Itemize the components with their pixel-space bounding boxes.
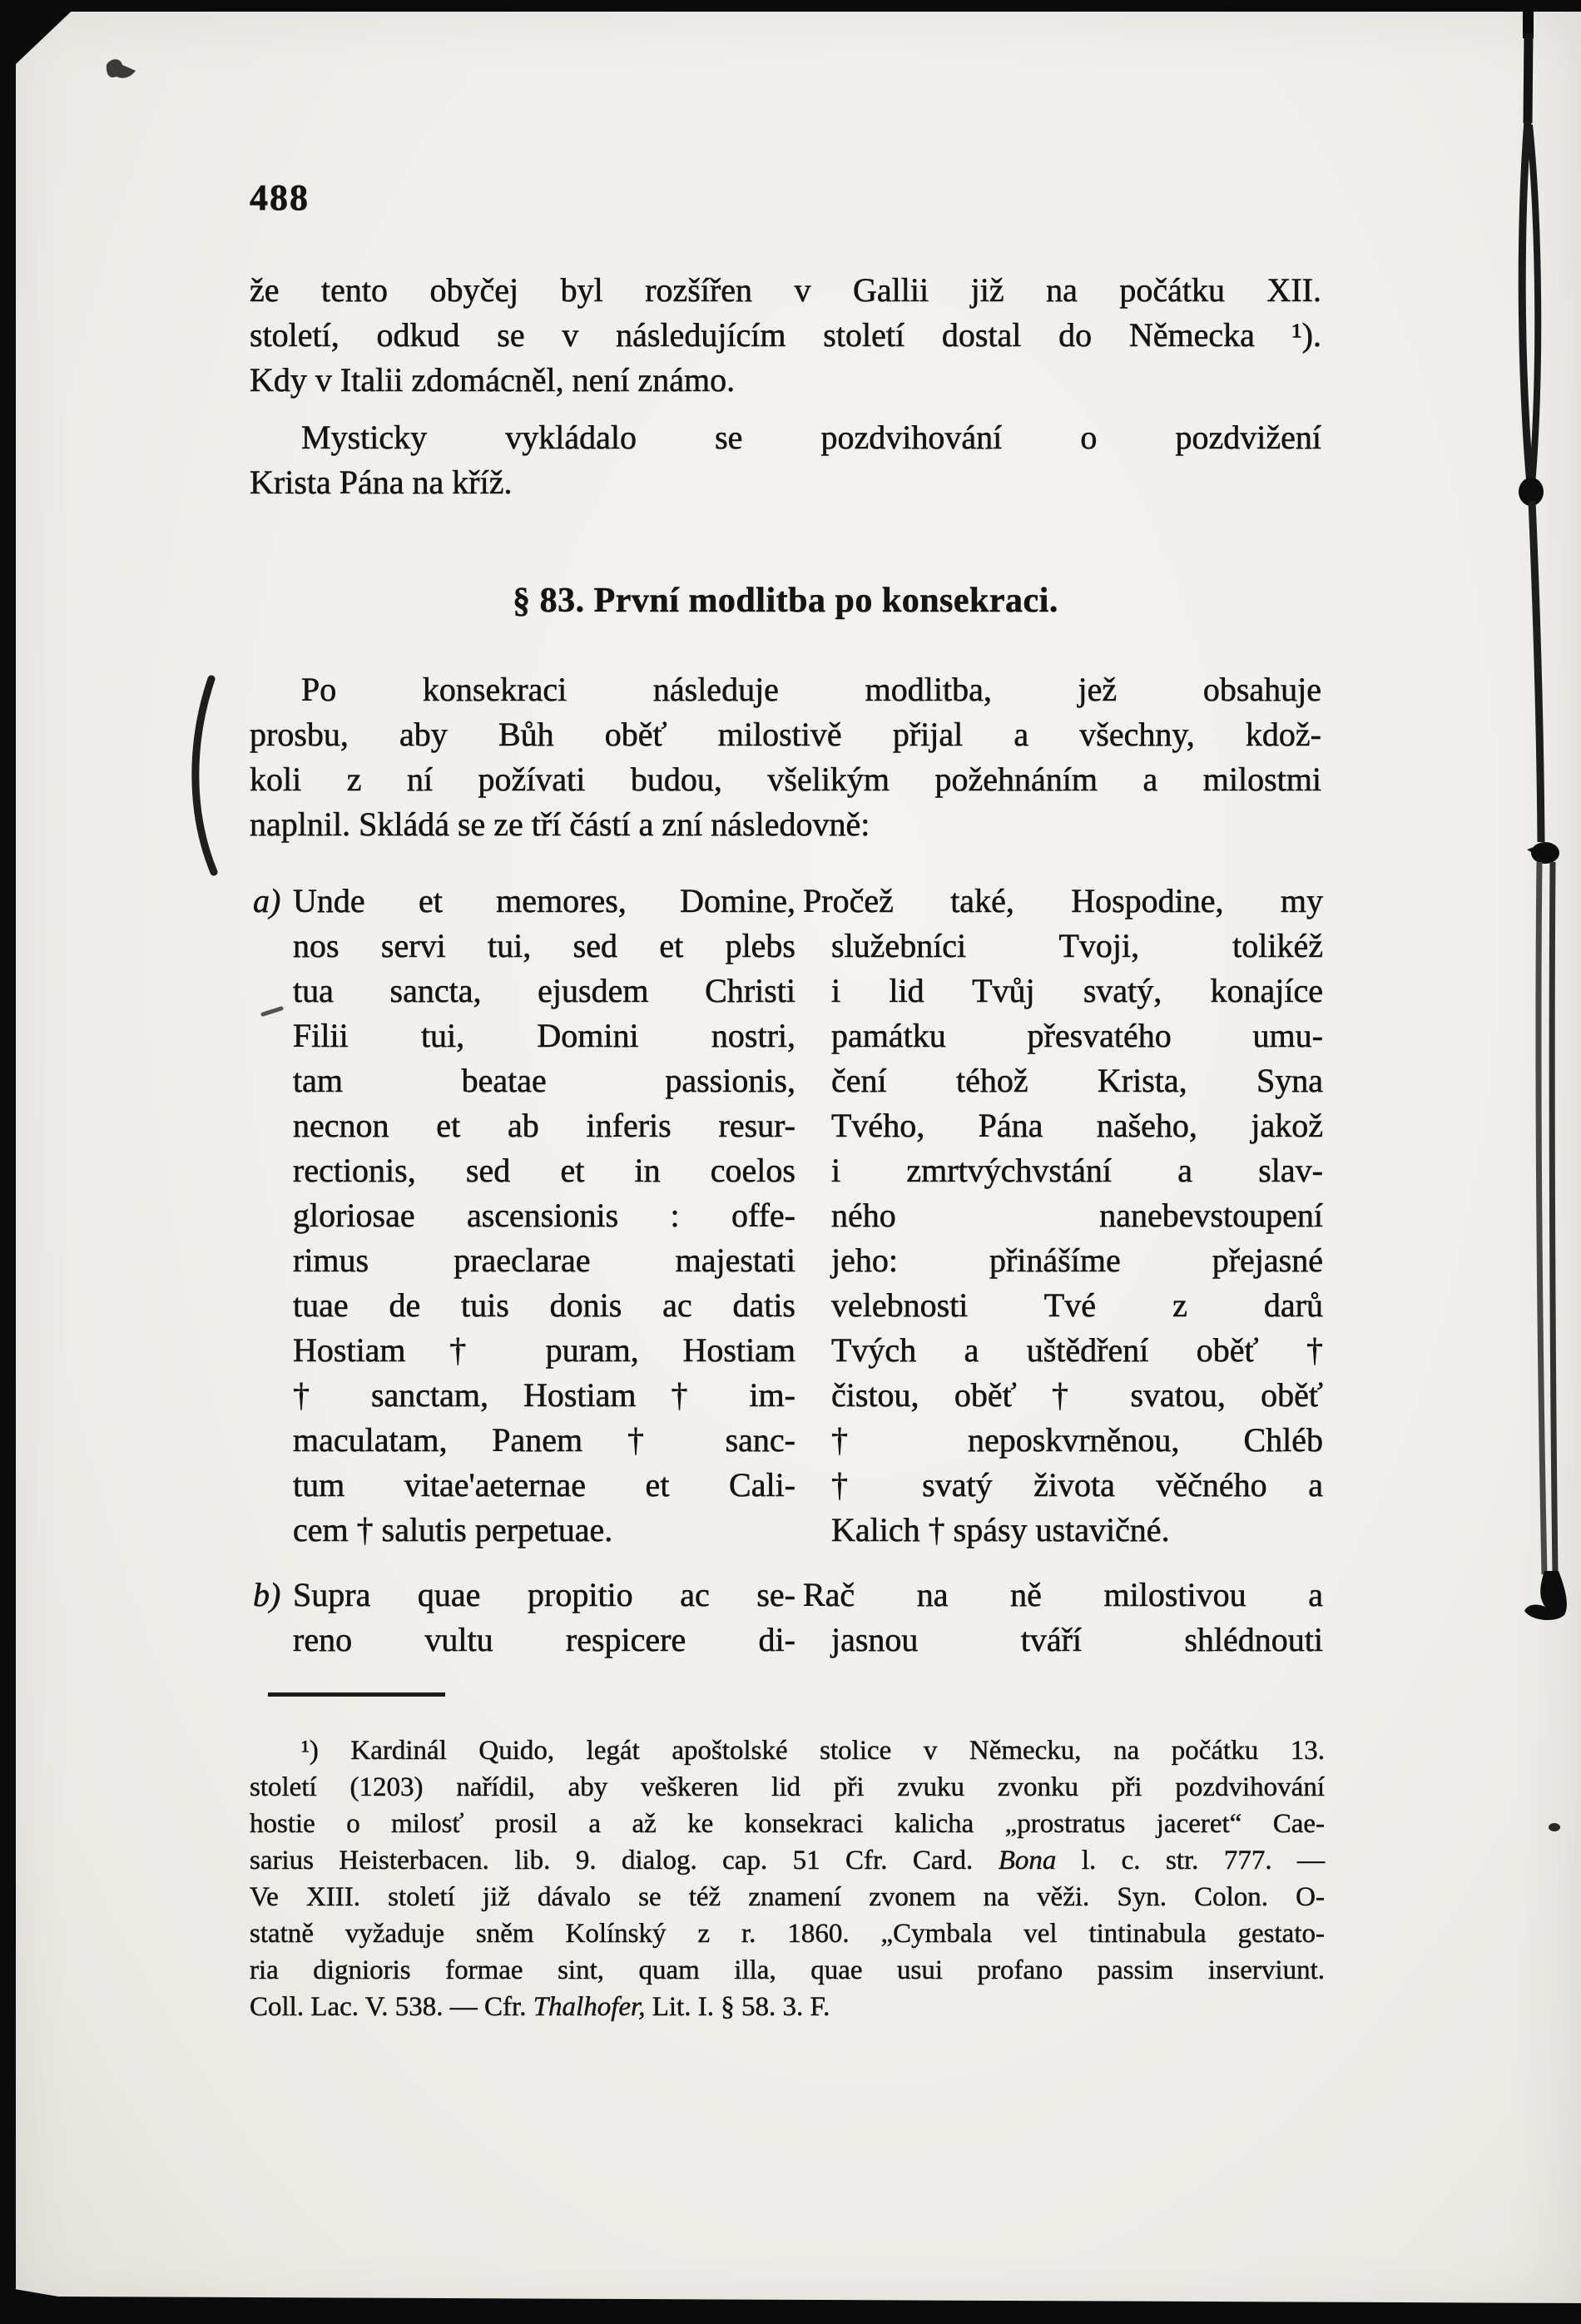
scan-border-top [0,0,1581,12]
prayer-latin-line: cem † salutis perpetuae. [293,1511,613,1549]
body-line: naplnil. Skládá se ze tří částí a zní následovně: [250,805,870,843]
footnote-line: Ve XIII. století již dávalo se též znamení zvonem na věži. Syn. Colon. O- [250,1882,1325,1912]
body-line: Po konsekraci následuje modlitba, jež obsahuje [301,671,1321,708]
prayer-b-latin-column [250,1573,795,1662]
paragraph-lead [250,667,1321,847]
prayer-b-label: b) [253,1576,281,1613]
scan-border-left [0,0,16,2324]
prayer-section-a [250,879,1323,1553]
prayer-czech-line: čistou, oběť † svatou, oběť [831,1376,1323,1414]
prayer-latin-line: tuae de tuis donis ac datis [293,1286,795,1324]
prayer-latin-line: necnon et ab inferis resur- [293,1107,795,1144]
prayer-latin-line: tua sancta, ejusdem Christi [293,972,795,1009]
footnote-line: sarius Heisterbacen. lib. 9. dialog. cap. 51 Cfr. Card. Bona l. c. str. 777. — [250,1846,1325,1876]
prayer-czech-line: † neposkvrněnou, Chléb [831,1421,1323,1459]
prayer-czech-line: služebníci Tvoji, tolikéž [831,927,1323,964]
prayer-czech-line: i lid Tvůj svatý, konajíce [831,972,1323,1009]
footnote-line: Coll. Lac. V. 538. — Cfr. Thalhofer, Lit. I. § 58. 3. F. [250,1992,830,2022]
prayer-latin-line: tum vitae'aeternae et Cali- [293,1466,795,1504]
paragraph-intro-2 [250,415,1321,505]
prayer-latin-line: † sanctam, Hostiam † im- [293,1376,795,1414]
scan-border-bottom [0,2287,1581,2324]
prayer-czech-line: Tvého, Pána našeho, jakož [831,1107,1323,1144]
scan-corner-top-left [0,0,83,79]
prayer-latin-line: Unde et memores, Domine, [293,882,795,919]
prayer-czech-line: jasnou tváří shlédnouti [831,1621,1323,1658]
body-line: Kdy v Italii zdomácněl, není známo. [250,361,736,399]
prayer-latin-line: nos servi tui, sed et plebs [293,927,795,964]
footnote-rule [268,1692,445,1697]
prayer-czech-line: † svatý života věčného a [831,1466,1323,1504]
prayer-czech-line: Tvých a uštědření oběť † [831,1331,1323,1369]
prayer-czech-line: Pročež také, Hospodine, my [803,882,1323,919]
prayer-b-czech-column [803,1573,1323,1662]
prayer-latin-line: Supra quae propitio ac se- [293,1576,795,1613]
footnote [250,1732,1325,2025]
prayer-section-b [250,1573,1323,1668]
prayer-latin-line: maculatam, Panem † sanc- [293,1421,795,1459]
margin-bracket-mark [196,679,214,872]
prayer-czech-line: velebnosti Tvé z darů [831,1286,1323,1324]
body-line: koli z ní požívati budou, všelikým požehnáním a milostmi [250,761,1321,798]
prayer-latin-line: gloriosae ascensionis : offe- [293,1197,795,1234]
prayer-czech-line: ného nanebevstoupení [831,1197,1323,1234]
body-line: století, odkud se v následujícím století dostal do Německa ¹). [250,316,1321,354]
prayer-czech-line: jeho: přinášíme přejasné [831,1241,1323,1279]
footnote-line: statně vyžaduje sněm Kolínský z r. 1860. „Cymbala vel tintinabula gestato- [250,1919,1325,1949]
prayer-latin-line: Hostiam † puram, Hostiam [293,1331,795,1369]
page-number: 488 [250,177,310,218]
body-line: Krista Pána na kříž. [250,463,513,501]
paragraph-intro-1 [250,268,1321,403]
footnote-line: století (1203) nařídil, aby veškeren lid při zvuku zvonku při pozdvihování [250,1772,1325,1802]
prayer-czech-line: čení téhož Krista, Syna [831,1062,1323,1099]
prayer-czech-line: Rač na ně milostivou a [803,1576,1323,1613]
footnote-line: ¹) Kardinál Quido, legát apoštolské stolice v Německu, na počátku 13. [301,1736,1325,1766]
prayer-latin-line: tam beatae passionis, [293,1062,795,1099]
footnote-line: hostie o milosť prosil a až ke konsekraci kalicha „prostratus jaceret“ Cae- [250,1809,1325,1839]
prayer-czech-line: památku přesvatého umu- [831,1017,1323,1054]
prayer-a-latin-column [250,879,795,1553]
bookmark-string [1519,0,1567,1831]
footnote-line: ria dignioris formae sint, quam illa, quae usui profano passim inserviunt. [250,1955,1325,1985]
prayer-a-label: a) [253,882,281,919]
prayer-latin-line: rectionis, sed et in coelos [293,1152,795,1189]
body-line: že tento obyčej byl rozšířen v Gallii již na počátku XII. [250,271,1321,309]
ink-blot [107,59,136,78]
prayer-czech-line: Kalich † spásy ustavičné. [831,1511,1170,1549]
ink-dot [1549,1823,1560,1831]
prayer-latin-line: Filii tui, Domini nostri, [293,1017,795,1054]
body-line: prosbu, aby Bůh oběť milostivě přijal a všechny, kdož- [250,716,1321,753]
body-line: Mysticky vykládalo se pozdvihování o pozdvižení [301,419,1321,456]
prayer-czech-line: i zmrtvýchvstání a slav- [831,1152,1323,1189]
prayer-latin-line: rimus praeclarae majestati [293,1241,795,1279]
prayer-a-czech-column [803,879,1323,1553]
prayer-latin-line: reno vultu respicere di- [293,1621,795,1658]
section-heading: § 83. První modlitba po konsekraci. [513,582,1058,620]
